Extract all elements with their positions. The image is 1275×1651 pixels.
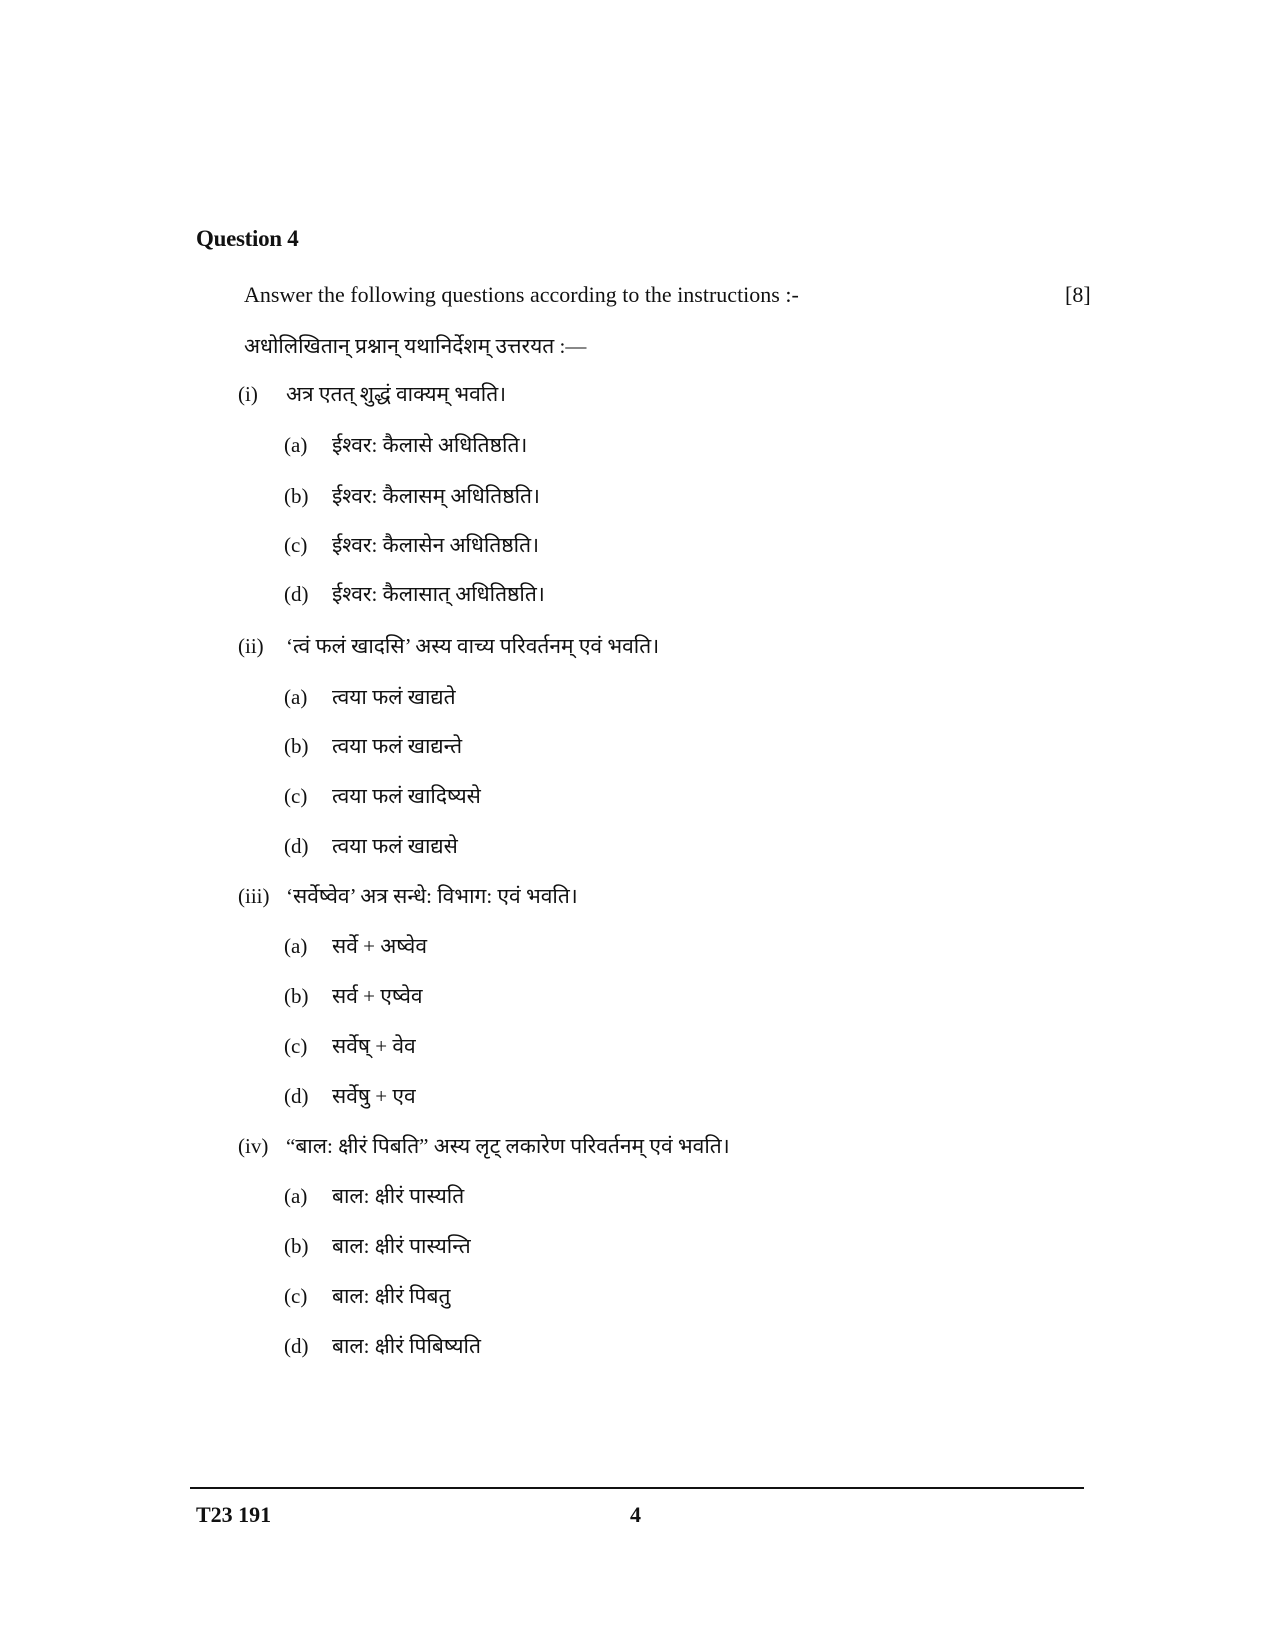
option-label: (b) <box>284 734 309 758</box>
option-text: ईश्वर: कैलासे अधितिष्ठति। <box>332 433 528 457</box>
sub-question-4 <box>238 1132 730 1160</box>
option-label: (b) <box>284 484 309 508</box>
option-1c <box>284 531 539 559</box>
option-3c <box>284 1032 416 1060</box>
sub-question-text: “बाल: क्षीरं पिबति” अस्य लृट् लकारेण परिवर्तनम् एवं भवति। <box>286 1134 730 1158</box>
option-label: (a) <box>284 433 308 457</box>
option-text: त्वया फलं खाद्यन्ते <box>332 734 463 758</box>
option-label: (d) <box>284 582 309 606</box>
option-2c <box>284 782 481 810</box>
option-3a <box>284 932 427 960</box>
option-text: ईश्वर: कैलासेन अधितिष्ठति। <box>332 533 540 557</box>
option-text: त्वया फलं खाद्यसे <box>332 834 458 858</box>
option-4c <box>284 1282 450 1310</box>
sub-question-number: (iii) <box>238 884 270 908</box>
option-2d <box>284 832 458 860</box>
option-text: त्वया फलं खादिष्यसे <box>332 784 481 808</box>
option-label: (a) <box>284 934 308 958</box>
option-label: (c) <box>284 1034 308 1058</box>
option-label: (b) <box>284 984 309 1008</box>
option-label: (b) <box>284 1234 309 1258</box>
option-text: सर्वेष् + वेव <box>332 1034 416 1058</box>
option-2b <box>284 732 462 760</box>
sub-question-3 <box>238 882 578 910</box>
option-text: बाल: क्षीरं पास्यति <box>332 1184 465 1208</box>
sub-question-number: (iv) <box>238 1134 269 1158</box>
option-label: (a) <box>284 1184 308 1208</box>
option-label: (d) <box>284 1334 309 1358</box>
sub-question-number: (ii) <box>238 634 264 658</box>
option-label: (d) <box>284 1084 309 1108</box>
option-label: (c) <box>284 784 308 808</box>
option-1a <box>284 431 527 459</box>
option-text: त्वया फलं खाद्यते <box>332 685 456 709</box>
option-label: (c) <box>284 533 308 557</box>
footer-divider <box>190 1487 1084 1489</box>
question-title: Question 4 <box>196 226 299 251</box>
option-2a <box>284 683 456 711</box>
option-text: सर्वेषु + एव <box>332 1084 416 1108</box>
instruction-sanskrit: अधोलिखितान् प्रश्नान् यथानिर्देशम् उत्तरयत :— <box>244 334 587 358</box>
option-4b <box>284 1232 471 1260</box>
sub-question-number: (i) <box>238 382 258 406</box>
option-text: सर्व + एष्वेव <box>332 984 423 1008</box>
instruction-english: Answer the following questions according to the instructions :- <box>244 282 799 307</box>
option-1b <box>284 482 540 510</box>
option-text: बाल: क्षीरं पिबतु <box>332 1284 451 1308</box>
option-text: ईश्वर: कैलासात् अधितिष्ठति। <box>332 582 545 606</box>
option-label: (a) <box>284 685 308 709</box>
option-text: सर्वे + अष्वेव <box>332 934 428 958</box>
sub-question-2 <box>238 632 659 660</box>
page-number: 4 <box>630 1502 641 1527</box>
option-4d <box>284 1332 481 1360</box>
option-label: (c) <box>284 1284 308 1308</box>
sub-question-text: ‘त्वं फलं खादसि’ अस्य वाच्य परिवर्तनम् एवं भवति। <box>286 634 660 658</box>
sub-question-1 <box>238 380 506 408</box>
sub-question-text: अत्र एतत् शुद्धं वाक्यम् भवति। <box>286 382 507 406</box>
option-text: बाल: क्षीरं पास्यन्ति <box>332 1234 471 1258</box>
marks-label: [8] <box>1065 282 1091 307</box>
sub-question-text: ‘सर्वेष्वेव’ अत्र सन्धे: विभाग: एवं भवति। <box>286 884 578 908</box>
option-1d <box>284 580 545 608</box>
option-text: बाल: क्षीरं पिबिष्यति <box>332 1334 481 1358</box>
option-label: (d) <box>284 834 309 858</box>
option-3b <box>284 982 423 1010</box>
option-4a <box>284 1182 464 1210</box>
option-text: ईश्वर: कैलासम् अधितिष्ठति। <box>332 484 540 508</box>
option-3d <box>284 1082 416 1110</box>
paper-code: T23 191 <box>196 1502 272 1527</box>
